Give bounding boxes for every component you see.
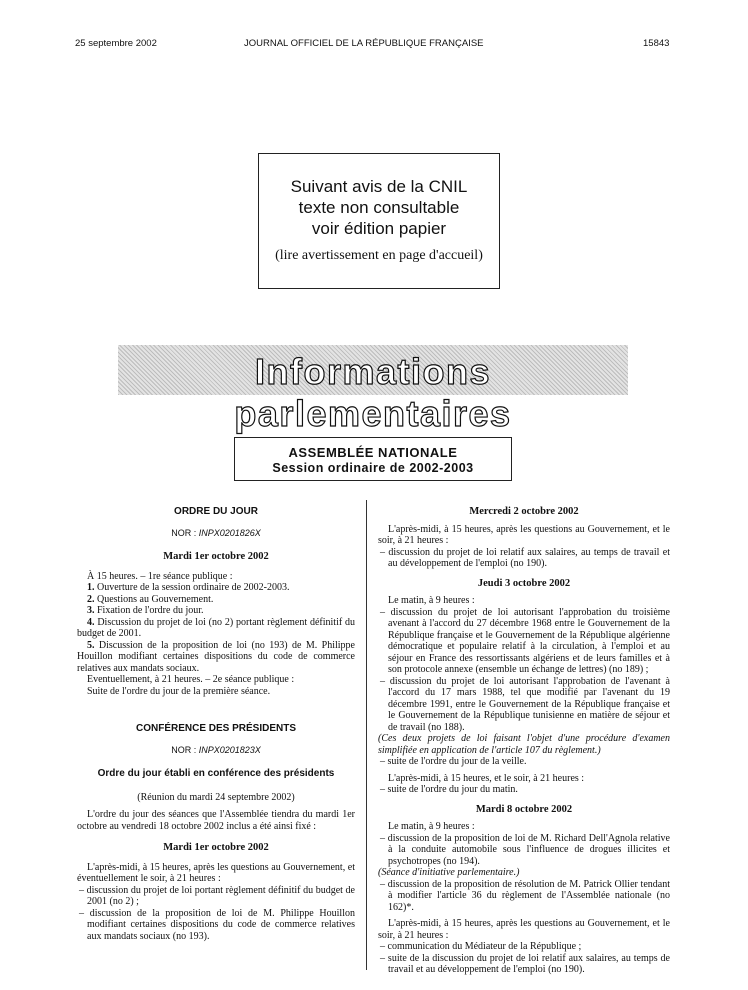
page-number: 15843 (643, 38, 670, 49)
header-title: JOURNAL OFFICIEL DE LA RÉPUBLIQUE FRANÇAISE (244, 38, 484, 49)
agenda-item: – discussion de la proposition de loi de M. Philippe Houillon modifiant certaines dispositions du code de commerce relatives aux mandats sociaux (no 193). (79, 907, 355, 942)
session-time: L'après-midi, à 15 heures, après les questions au Gouvernement, et éventuellement le soir, à 21 heures : (77, 861, 355, 884)
nor-reference: NOR : INPX0201823X (171, 744, 261, 755)
right-column (378, 506, 670, 976)
session-time: Le matin, à 9 heures : (388, 595, 475, 606)
session-time: L'après-midi, à 15 heures, après les questions au Gouvernement, et le soir, à 21 heures : (378, 523, 670, 546)
session-time: L'après-midi, à 15 heures, et le soir, à 21 heures : (388, 772, 585, 784)
agenda-item: 5. Discussion de la proposition de loi (no 193) de M. Philippe Houillon modifiant certaines dispositions du code de commerce relatives aux mandats sociaux. (77, 639, 355, 674)
nor-reference: NOR : INPX0201826X (171, 527, 261, 538)
agenda-item: – discussion de la proposition de loi de M. Richard Dell'Agnola relative à la conduite automobile sous l'influence de drogues illicites et psychotropes (no 194). (380, 832, 670, 867)
date-heading: Mardi 1er octobre 2002 (163, 551, 269, 562)
agenda-item: – communication du Médiateur de la République ; (380, 941, 582, 952)
evening-session: Eventuellement, à 21 heures. – 2e séance publique : (87, 674, 295, 685)
banner-title: Informations parlementaires (234, 351, 512, 434)
heading-conference: CONFÉRENCE DES PRÉSIDENTS (135, 723, 297, 734)
agenda-item: – discussion du projet de loi autorisant l'approbation du troisième avenant à l'accord du 27 décembre 1968 entre le Gouvernement de la République française et le Gouvernement de la République algérienne démocratique et populaire relatif à la circulation, à l'emploi et au séjour en France des ressortissants algériens et de leurs familles et à son protocole annexe (ensemble un échange de lettres) (no 189) ; (380, 606, 670, 675)
agenda-list (77, 582, 355, 674)
agenda-item: 2. Questions au Gouvernement. (87, 593, 214, 605)
reunion-date: (Réunion du mardi 24 septembre 2002) (137, 791, 295, 803)
agenda-item: 1. Ouverture de la session ordinaire de 2002-2003. (87, 582, 290, 593)
left-column (77, 506, 355, 942)
cnil-line-2: texte non consultable (298, 198, 460, 217)
agenda-item: – suite de l'ordre du jour du matin. (380, 784, 518, 795)
procedure-note: (Ces deux projets de loi faisant l'objet d'une procédure d'examen simplifiée en application de l'article 107 du règlement.) (378, 733, 670, 756)
assemblee-box (234, 437, 512, 481)
session-time: L'après-midi, à 15 heures, après les questions au Gouvernement, et le soir, à 21 heures : (378, 918, 670, 941)
ordre-text: L'ordre du jour des séances que l'Assemblée tiendra du mardi 1er octobre au vendredi 18 octobre 2002 inclus a été ainsi fixé : (77, 809, 355, 832)
cnil-notice (258, 153, 500, 289)
session-time: À 15 heures. – 1re séance publique : (87, 570, 233, 582)
session-time: Le matin, à 9 heures : (388, 821, 475, 832)
agenda-item: – suite de la discussion du projet de loi relatif aux salaires, au temps de travail et au développement de l'emploi (no 190). (380, 952, 670, 975)
heading-ordre-du-jour: ORDRE DU JOUR (174, 506, 258, 517)
assemblee-title: ASSEMBLÉE NATIONALE (288, 445, 458, 460)
section-banner (118, 345, 628, 434)
agenda-item: 3. Fixation de l'ordre du jour. (87, 605, 204, 616)
agenda-item: 4. Discussion du projet de loi (no 2) portant règlement définitif du budget de 2001. (77, 616, 355, 639)
suite-text: Suite de l'ordre du jour de la première séance. (87, 685, 271, 697)
date-heading: Mardi 8 octobre 2002 (475, 803, 573, 815)
session-title: Session ordinaire de 2002-2003 (272, 461, 474, 475)
agenda-item: – suite de l'ordre du jour de la veille. (380, 756, 527, 767)
agenda-item: – discussion du projet de loi portant règlement définitif du budget de 2001 (no 2) ; (79, 884, 355, 907)
heading-etabli: Ordre du jour établi en conférence des présidents (97, 768, 335, 779)
date-heading: Mercredi 2 octobre 2002 (469, 506, 579, 517)
initiative-note: (Séance d'initiative parlementaire.) (378, 867, 520, 878)
agenda-item: – discussion du projet de loi autorisant l'approbation de l'avenant à l'accord du 17 mars 1988, tel que modifié par l'avenant du 19 décembre 1991, entre le Gouvernement de la République française et le Gouvernement de la République tunisienne en matière de séjour et de travail (no 188). (380, 675, 670, 733)
header-date: 25 septembre 2002 (75, 38, 157, 49)
agenda-item: – discussion de la proposition de résolution de M. Patrick Ollier tendant à modifier l'article 36 du règlement de l'Assemblée nationale (no 162)*. (380, 878, 670, 913)
agenda-item: – discussion du projet de loi relatif aux salaires, au temps de travail et au développement de l'emploi (no 190). (380, 546, 670, 569)
date-heading: Mardi 1er octobre 2002 (163, 842, 269, 853)
column-rule (366, 500, 367, 970)
cnil-line-1: Suivant avis de la CNIL (290, 177, 468, 196)
cnil-line-3: voir édition papier (311, 219, 447, 238)
cnil-note: (lire avertissement en page d'accueil) (275, 248, 483, 263)
date-heading: Jeudi 3 octobre 2002 (477, 577, 571, 589)
